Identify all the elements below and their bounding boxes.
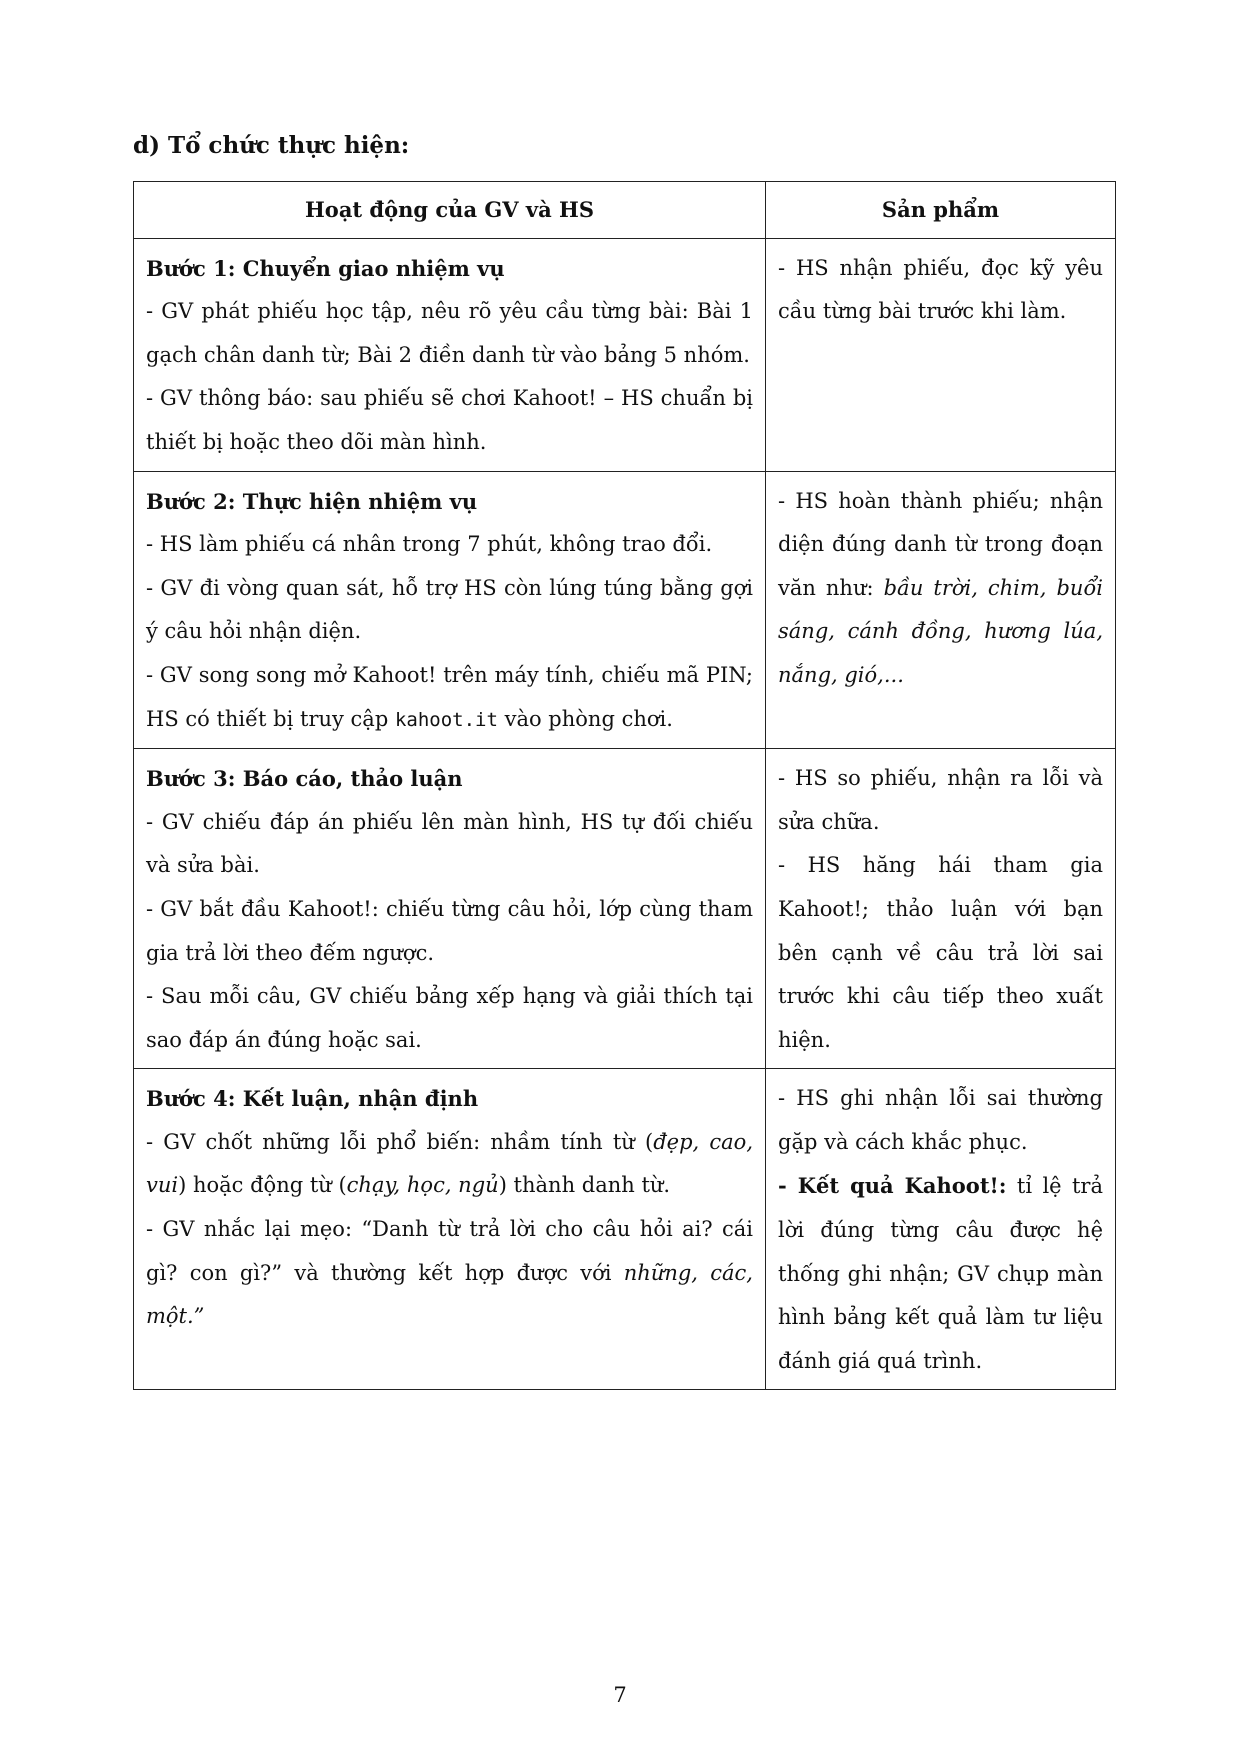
kahoot-result-label: - Kết quả Kahoot!: bbox=[778, 1173, 1007, 1199]
product-line: - HS so phiếu, nhận ra lỗi và sửa chữa. bbox=[778, 766, 1103, 834]
table-row bbox=[134, 749, 1116, 1069]
table-header-row bbox=[134, 182, 1116, 239]
step-label: Bước 3: Báo cáo, thảo luận bbox=[146, 766, 463, 792]
activity-line bbox=[146, 1121, 753, 1208]
product-line: - HS hăng hái tham gia Kahoot!; thảo luận với bạn bên cạnh về câu trả lời sai trước khi câu tiếp theo xuất hiện. bbox=[778, 853, 1103, 1052]
product-cell bbox=[766, 749, 1116, 1069]
activity-line: - GV đi vòng quan sát, hỗ trợ HS còn lúng túng bằng gợi ý câu hỏi nhận diện. bbox=[146, 575, 753, 644]
step-label: Bước 2: Thực hiện nhiệm vụ bbox=[146, 488, 478, 514]
activity-line bbox=[146, 654, 753, 742]
product-cell bbox=[766, 238, 1116, 471]
activity-line: - GV thông báo: sau phiếu sẽ chơi Kahoot! – HS chuẩn bị thiết bị hoặc theo dõi màn hình. bbox=[146, 386, 753, 454]
activity-text: - GV song song mở Kahoot! trên máy tính, chiếu mã PIN; HS có thiết bị truy cập bbox=[146, 662, 753, 731]
activity-text: ) hoặc động từ ( bbox=[178, 1173, 347, 1198]
header-activity: Hoạt động của GV và HS bbox=[134, 182, 766, 239]
product-line: - HS nhận phiếu, đọc kỹ yêu cầu từng bài trước khi làm. bbox=[778, 255, 1103, 324]
activity-text: - GV chốt những lỗi phổ biến: nhầm tính từ ( bbox=[146, 1129, 654, 1154]
product-cell bbox=[766, 1069, 1116, 1390]
product-line: - HS ghi nhận lỗi sai thường gặp và cách khắc phục. bbox=[778, 1086, 1103, 1154]
verb-examples: chạy, học, ngủ bbox=[346, 1173, 499, 1198]
product-text: tỉ lệ trả lời đúng từng câu được hệ thống ghi nhận; GV chụp màn hình bảng kết quả làm tư liệu đánh giá quá trình. bbox=[778, 1174, 1103, 1373]
step-label: Bước 4: Kết luận, nhận định bbox=[146, 1086, 479, 1112]
kahoot-url: kahoot.it bbox=[394, 708, 498, 731]
activity-line bbox=[146, 1208, 753, 1339]
table-row bbox=[134, 1069, 1116, 1390]
adjective-examples: đẹp, cao, vui bbox=[146, 1129, 753, 1198]
table-row bbox=[134, 471, 1116, 749]
table-row bbox=[134, 238, 1116, 471]
activity-text: vào phòng chơi. bbox=[504, 706, 673, 731]
activity-cell bbox=[134, 749, 766, 1069]
activity-line: - GV phát phiếu học tập, nêu rõ yêu cầu từng bài: Bài 1 gạch chân danh từ; Bài 2 điền danh từ vào bảng 5 nhóm. bbox=[146, 299, 753, 367]
noun-examples: bầu trời, chim, buổi sáng, cánh đồng, hương lúa, nắng, gió,... bbox=[778, 575, 1104, 687]
product-line bbox=[778, 480, 1103, 698]
activity-cell bbox=[134, 471, 766, 749]
activity-line: - GV chiếu đáp án phiếu lên màn hình, HS tự đối chiếu và sửa bài. bbox=[146, 809, 753, 878]
product-line bbox=[778, 1164, 1103, 1383]
header-product: Sản phẩm bbox=[766, 182, 1116, 239]
activity-line: - Sau mỗi câu, GV chiếu bảng xếp hạng và giải thích tại sao đáp án đúng hoặc sai. bbox=[146, 984, 753, 1052]
step-label: Bước 1: Chuyển giao nhiệm vụ bbox=[146, 255, 505, 281]
activity-table bbox=[133, 181, 1116, 1390]
product-text: - HS hoàn thành phiếu; nhận diện đúng danh từ trong đoạn văn như: bbox=[778, 488, 1103, 600]
activity-cell bbox=[134, 238, 766, 471]
activity-line: - HS làm phiếu cá nhân trong 7 phút, không trao đổi. bbox=[146, 532, 713, 557]
activity-text: ) thành danh từ. bbox=[498, 1173, 671, 1198]
activity-text: - GV nhắc lại mẹo: “Danh từ trả lời cho câu hỏi ai? cái gì? con gì?” và thường kết hợp được với bbox=[146, 1217, 753, 1285]
section-heading: d) Tổ chức thực hiện: bbox=[133, 132, 410, 159]
activity-cell bbox=[134, 1069, 766, 1390]
page-number: 7 bbox=[613, 1683, 627, 1707]
combining-words: những, các, một.” bbox=[146, 1260, 753, 1329]
activity-line: - GV bắt đầu Kahoot!: chiếu từng câu hỏi, lớp cùng tham gia trả lời theo đếm ngược. bbox=[146, 896, 753, 965]
product-cell bbox=[766, 471, 1116, 749]
